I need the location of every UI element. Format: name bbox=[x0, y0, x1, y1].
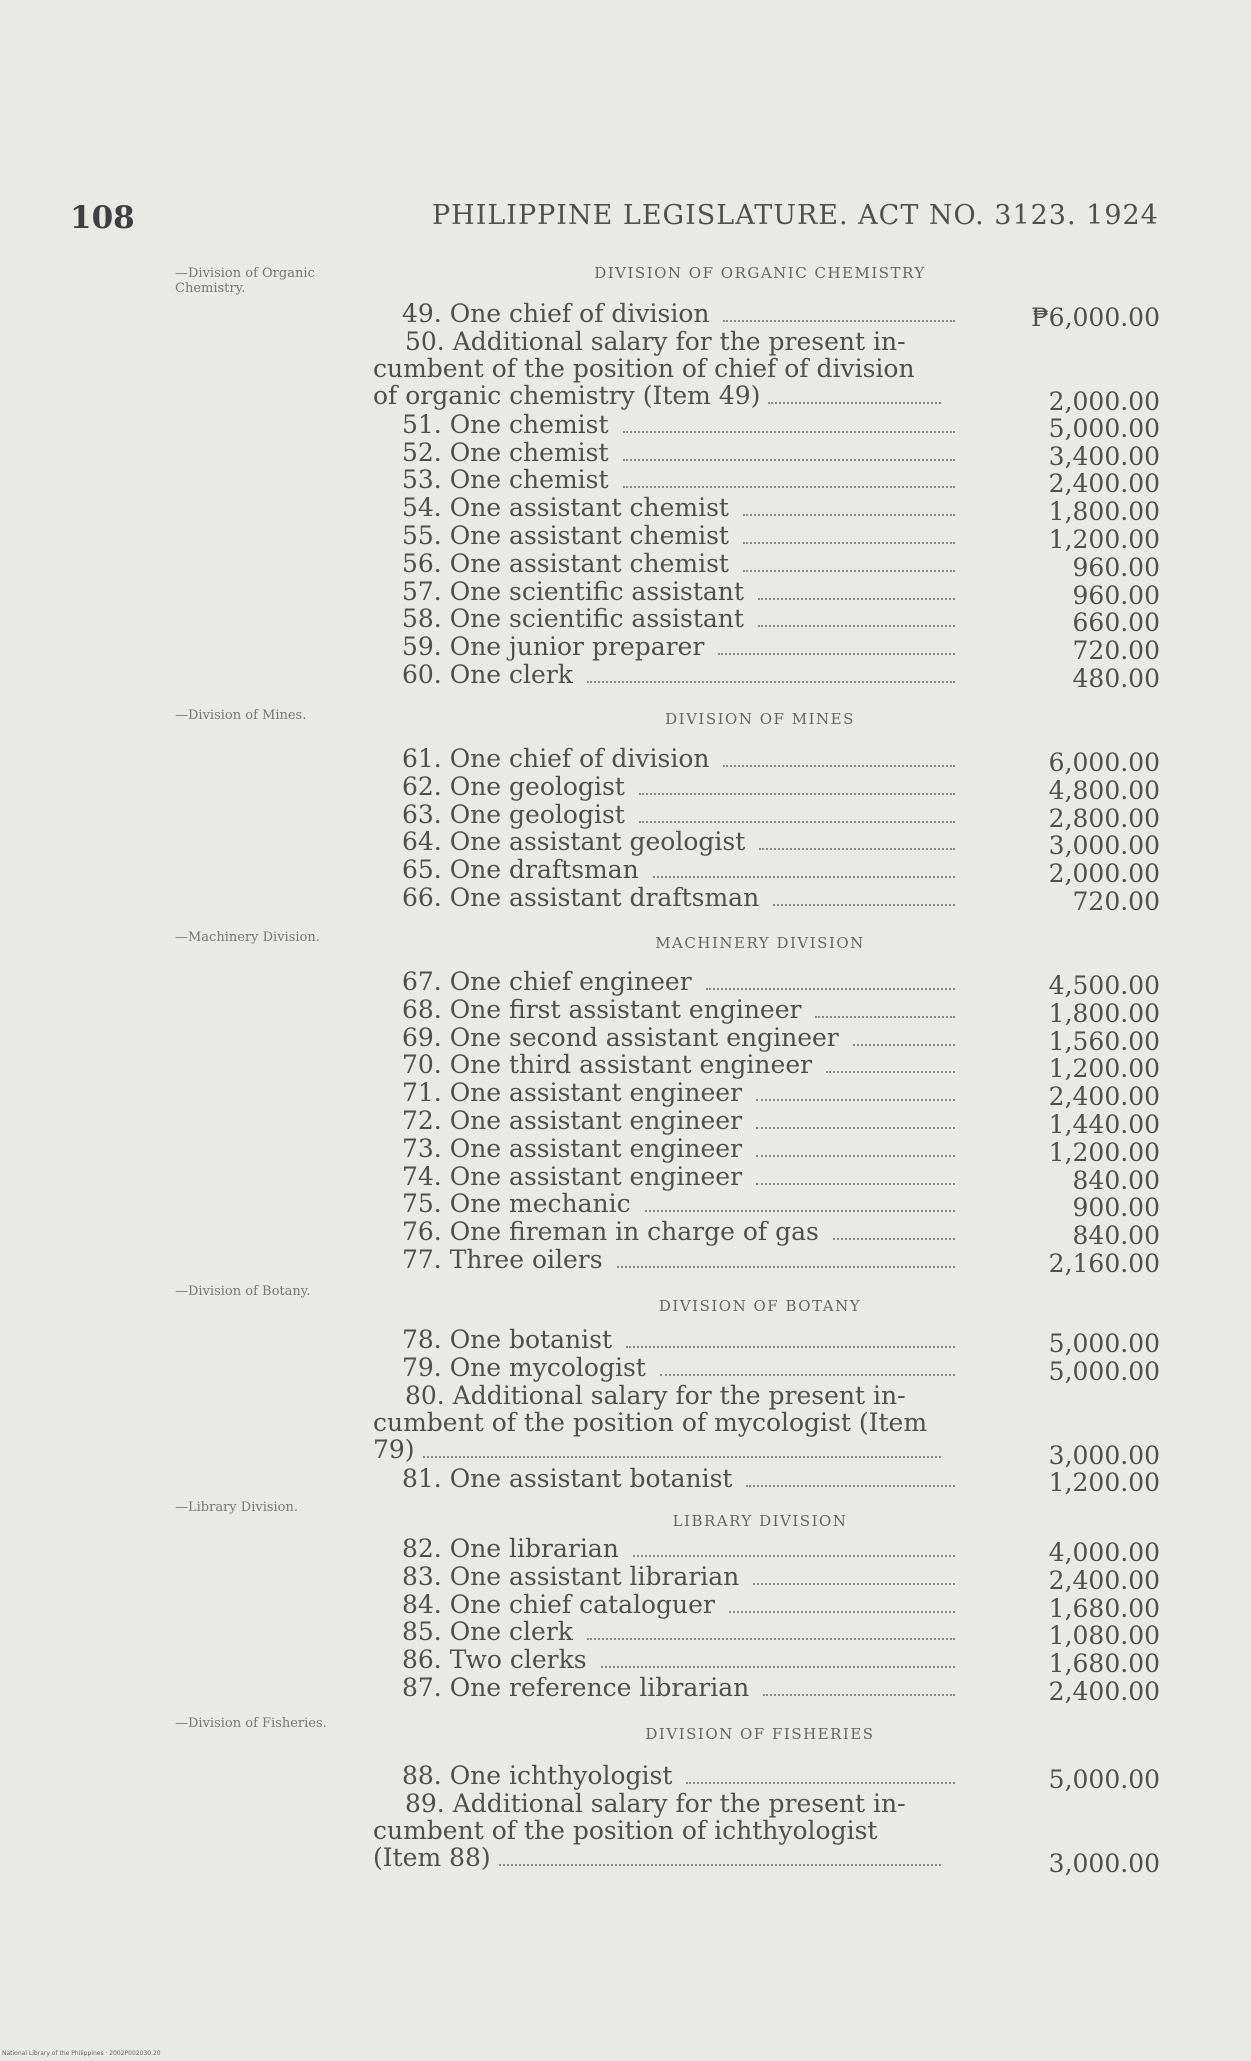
item-amount: 840.00 bbox=[1072, 1221, 1160, 1251]
item-label: 75. One mechanic bbox=[402, 1189, 631, 1219]
item-amount: 1,800.00 bbox=[1048, 497, 1160, 527]
item-label: 88. One ichthyologist bbox=[402, 1761, 673, 1790]
schedule-item bbox=[370, 1050, 1160, 1084]
schedule-item bbox=[370, 1325, 1160, 1358]
item-label-line: cumbent of the position of chief of division bbox=[373, 353, 915, 383]
item-label: 72. One assistant engineer bbox=[402, 1106, 743, 1135]
dot-leader bbox=[423, 1456, 941, 1458]
schedule-item bbox=[370, 604, 1160, 638]
side-note: —Division of Organic Chemistry. bbox=[175, 266, 315, 296]
item-amount: 660.00 bbox=[1072, 608, 1160, 638]
item-label: 52. One chemist bbox=[402, 437, 609, 467]
item-amount: 960.00 bbox=[1072, 552, 1160, 582]
dot-leader bbox=[753, 1583, 955, 1585]
item-label-line: 80. Additional salary for the present in- bbox=[405, 1380, 906, 1410]
dot-leader bbox=[746, 1485, 955, 1487]
dot-leader bbox=[743, 570, 955, 572]
item-amount: 6,000.00 bbox=[1048, 748, 1160, 777]
schedule-item bbox=[370, 632, 1160, 666]
item-amount: 840.00 bbox=[1072, 1165, 1160, 1195]
side-note: —Division of Botany. bbox=[175, 1284, 311, 1299]
item-label: 84. One chief cataloguer bbox=[402, 1589, 715, 1619]
dot-leader bbox=[623, 459, 955, 461]
item-label: 74. One assistant engineer bbox=[402, 1161, 743, 1191]
schedule-item bbox=[370, 521, 1160, 554]
item-label: 76. One fireman in charge of gas bbox=[402, 1217, 819, 1247]
schedule-item bbox=[370, 493, 1160, 527]
dot-leader bbox=[763, 1694, 955, 1696]
item-amount: 1,080.00 bbox=[1048, 1621, 1160, 1651]
dot-leader bbox=[723, 765, 955, 767]
dot-leader bbox=[756, 1099, 955, 1101]
schedule-item bbox=[370, 1645, 1160, 1679]
item-label-line: cumbent of the position of mycologist (Item bbox=[373, 1407, 928, 1437]
item-amount: 1,440.00 bbox=[1048, 1110, 1160, 1139]
item-label: 51. One chemist bbox=[402, 409, 609, 439]
schedule-item bbox=[370, 1078, 1160, 1112]
section-heading: LIBRARY DIVISION bbox=[672, 1512, 848, 1530]
item-amount: 4,000.00 bbox=[1048, 1538, 1160, 1567]
item-label: 60. One clerk bbox=[402, 660, 573, 689]
dot-leader bbox=[686, 1782, 955, 1784]
item-label: 63. One geologist bbox=[402, 799, 625, 829]
item-label: 67. One chief engineer bbox=[402, 967, 692, 996]
running-head: PHILIPPINE LEGISLATURE. ACT NO. 3123. 1924 bbox=[432, 200, 1159, 231]
item-amount: 2,800.00 bbox=[1048, 803, 1160, 833]
dot-leader bbox=[773, 904, 955, 906]
item-label: 69. One second assistant engineer bbox=[402, 1022, 839, 1052]
item-label: 81. One assistant botanist bbox=[402, 1463, 733, 1493]
item-amount: 1,680.00 bbox=[1048, 1649, 1160, 1679]
item-label: 55. One assistant chemist bbox=[402, 521, 729, 550]
schedule-item bbox=[370, 1673, 1160, 1706]
schedule-item bbox=[370, 548, 1160, 582]
dot-leader bbox=[759, 848, 955, 850]
schedule-item bbox=[370, 1217, 1160, 1251]
dot-leader bbox=[645, 1210, 955, 1212]
dot-leader bbox=[499, 1864, 941, 1866]
schedule-item bbox=[370, 1189, 1160, 1223]
dot-leader bbox=[756, 1183, 955, 1185]
item-label: 79. One mycologist bbox=[402, 1352, 646, 1382]
item-amount: 900.00 bbox=[1072, 1193, 1160, 1223]
item-amount: 5,000.00 bbox=[1048, 1356, 1160, 1386]
dot-leader bbox=[660, 1374, 955, 1376]
item-label: 78. One botanist bbox=[402, 1325, 613, 1354]
item-amount: ₱6,000.00 bbox=[1031, 303, 1160, 332]
item-amount: 5,000.00 bbox=[1048, 1765, 1160, 1794]
schedule-item bbox=[370, 1463, 1160, 1497]
dot-leader bbox=[639, 793, 955, 795]
item-amount: 480.00 bbox=[1072, 664, 1160, 693]
side-note: —Library Division. bbox=[175, 1500, 299, 1515]
item-amount: 720.00 bbox=[1072, 887, 1160, 916]
dot-leader bbox=[853, 1044, 955, 1046]
item-amount: 2,400.00 bbox=[1048, 1082, 1160, 1112]
schedule-item bbox=[370, 799, 1160, 833]
section-heading: DIVISION OF MINES bbox=[665, 710, 855, 728]
dot-leader bbox=[723, 320, 955, 322]
schedule-item bbox=[370, 855, 1160, 889]
item-amount: 3,000.00 bbox=[1048, 1848, 1160, 1878]
dot-leader bbox=[623, 431, 955, 433]
item-amount: 1,680.00 bbox=[1048, 1593, 1160, 1623]
item-amount: 3,000.00 bbox=[1048, 1440, 1160, 1470]
schedule-item bbox=[370, 1617, 1160, 1651]
section-heading: DIVISION OF FISHERIES bbox=[645, 1725, 875, 1743]
schedule-item bbox=[370, 827, 1160, 861]
item-label: 73. One assistant engineer bbox=[402, 1133, 743, 1163]
dot-leader bbox=[718, 653, 955, 655]
item-label: 85. One clerk bbox=[402, 1617, 573, 1647]
dot-leader bbox=[833, 1238, 955, 1240]
dot-leader bbox=[587, 1638, 955, 1640]
item-amount: 1,200.00 bbox=[1048, 1054, 1160, 1084]
dot-leader bbox=[756, 1155, 955, 1157]
item-label: 65. One draftsman bbox=[402, 855, 639, 885]
item-label: 57. One scientific assistant bbox=[402, 576, 744, 606]
schedule-item bbox=[370, 465, 1160, 499]
side-note: —Division of Fisheries. bbox=[175, 1716, 327, 1731]
item-amount: 4,500.00 bbox=[1048, 971, 1160, 1000]
item-amount: 1,200.00 bbox=[1048, 525, 1160, 554]
schedule-item bbox=[370, 299, 1160, 332]
dot-leader bbox=[653, 876, 955, 878]
schedule-item bbox=[370, 1534, 1160, 1567]
item-amount: 2,000.00 bbox=[1048, 859, 1160, 889]
item-label: 86. Two clerks bbox=[402, 1645, 587, 1675]
item-label: 70. One third assistant engineer bbox=[402, 1050, 813, 1080]
item-label: 58. One scientific assistant bbox=[402, 604, 744, 634]
dot-leader bbox=[758, 625, 955, 627]
item-label: 64. One assistant geologist bbox=[402, 827, 746, 857]
schedule-item bbox=[370, 1245, 1160, 1278]
item-label: 54. One assistant chemist bbox=[402, 493, 729, 523]
dot-leader bbox=[768, 402, 941, 404]
item-label: 68. One first assistant engineer bbox=[402, 994, 802, 1024]
dot-leader bbox=[826, 1071, 955, 1073]
schedule-item bbox=[370, 409, 1160, 443]
item-amount: 720.00 bbox=[1072, 636, 1160, 666]
side-note: —Machinery Division. bbox=[175, 930, 320, 945]
dot-leader bbox=[601, 1666, 955, 1668]
item-label: 66. One assistant draftsman bbox=[402, 883, 760, 912]
item-amount: 4,800.00 bbox=[1048, 775, 1160, 805]
item-label-line: cumbent of the position of ichthyologist bbox=[373, 1815, 878, 1845]
item-amount: 2,400.00 bbox=[1048, 1677, 1160, 1706]
item-label: 49. One chief of division bbox=[402, 299, 710, 328]
dot-leader bbox=[587, 681, 955, 683]
item-amount: 5,000.00 bbox=[1048, 413, 1160, 443]
item-label-line: 89. Additional salary for the present in- bbox=[405, 1788, 906, 1818]
schedule-item bbox=[370, 1761, 1160, 1794]
dot-leader bbox=[617, 1266, 955, 1268]
dot-leader bbox=[756, 1127, 955, 1129]
schedule-item bbox=[370, 1133, 1160, 1167]
schedule-item bbox=[373, 1790, 956, 1871]
schedule-item bbox=[370, 437, 1160, 471]
item-label: 56. One assistant chemist bbox=[402, 548, 729, 578]
schedule-item bbox=[370, 1561, 1160, 1595]
schedule-item bbox=[370, 1161, 1160, 1195]
item-amount: 3,000.00 bbox=[1048, 831, 1160, 861]
item-amount: 1,200.00 bbox=[1048, 1467, 1160, 1497]
item-amount: 2,000.00 bbox=[1048, 386, 1160, 416]
schedule-item bbox=[370, 994, 1160, 1028]
schedule-item bbox=[370, 771, 1160, 805]
item-label: 62. One geologist bbox=[402, 771, 625, 801]
item-label: 77. Three oilers bbox=[402, 1245, 603, 1274]
section-heading: DIVISION OF ORGANIC CHEMISTRY bbox=[594, 264, 926, 282]
schedule-item bbox=[370, 1106, 1160, 1139]
item-label: 83. One assistant librarian bbox=[402, 1561, 740, 1591]
dot-leader bbox=[706, 988, 955, 990]
schedule-item bbox=[370, 1022, 1160, 1056]
side-note: —Division of Mines. bbox=[175, 708, 307, 723]
item-label: 59. One junior preparer bbox=[402, 632, 705, 662]
dot-leader bbox=[743, 514, 955, 516]
item-label: 53. One chemist bbox=[402, 465, 609, 495]
schedule-item bbox=[370, 576, 1160, 610]
schedule-item bbox=[370, 660, 1160, 693]
item-amount: 5,000.00 bbox=[1048, 1329, 1160, 1358]
item-label-line: 50. Additional salary for the present in- bbox=[405, 326, 906, 356]
dot-leader bbox=[626, 1346, 955, 1348]
schedule-item bbox=[370, 1352, 1160, 1386]
schedule-item bbox=[373, 1382, 956, 1463]
item-label: 71. One assistant engineer bbox=[402, 1078, 743, 1108]
item-amount: 1,200.00 bbox=[1048, 1137, 1160, 1167]
item-label-line: of organic chemistry (Item 49) bbox=[373, 382, 956, 409]
dot-leader bbox=[729, 1611, 955, 1613]
dot-leader bbox=[743, 542, 955, 544]
section-heading: DIVISION OF BOTANY bbox=[658, 1297, 862, 1315]
page-number: 108 bbox=[70, 200, 135, 236]
item-amount: 2,400.00 bbox=[1048, 469, 1160, 499]
item-label-line: 79) bbox=[373, 1436, 956, 1463]
schedule-item bbox=[370, 1589, 1160, 1623]
dot-leader bbox=[758, 598, 955, 600]
scan-footer: National Library of the Philippines · 2002P002030.20 bbox=[2, 2050, 161, 2057]
item-label-line: (Item 88) bbox=[373, 1844, 956, 1871]
schedule-item bbox=[370, 967, 1160, 1000]
dot-leader bbox=[815, 1016, 955, 1018]
item-amount: 960.00 bbox=[1072, 580, 1160, 610]
section-heading: MACHINERY DIVISION bbox=[655, 934, 865, 952]
item-label: 87. One reference librarian bbox=[402, 1673, 750, 1702]
dot-leader bbox=[633, 1555, 955, 1557]
item-amount: 1,560.00 bbox=[1048, 1026, 1160, 1056]
item-label: 61. One chief of division bbox=[402, 744, 710, 773]
item-label: 82. One librarian bbox=[402, 1534, 619, 1563]
schedule-item bbox=[373, 328, 956, 409]
item-amount: 2,160.00 bbox=[1048, 1249, 1160, 1278]
item-amount: 3,400.00 bbox=[1048, 441, 1160, 471]
dot-leader bbox=[639, 821, 955, 823]
schedule-item bbox=[370, 883, 1160, 916]
item-amount: 2,400.00 bbox=[1048, 1565, 1160, 1595]
schedule-item bbox=[370, 744, 1160, 777]
item-amount: 1,800.00 bbox=[1048, 998, 1160, 1028]
dot-leader bbox=[623, 486, 955, 488]
